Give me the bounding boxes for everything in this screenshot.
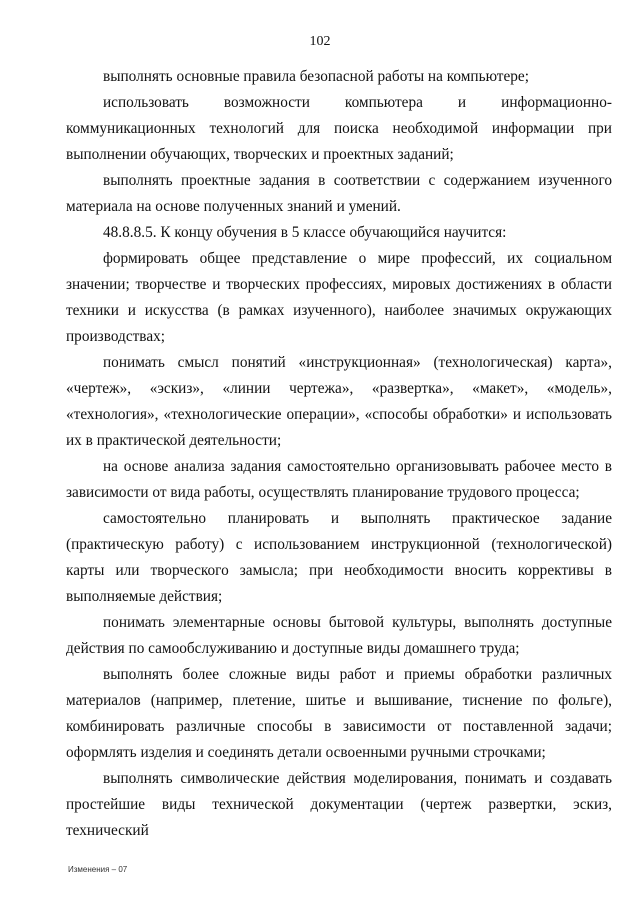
paragraph-workplace: на основе анализа задания самостоятельно организовывать рабочее место в зависимости от вида работы, осуществлять планирование трудового процесса; — [66, 458, 612, 501]
paragraph-project-tasks: выполнять проектные задания в соответствии с содержанием изученного материала на основе полученных знаний и умений. — [66, 172, 612, 215]
section-heading-48-8-8-5: 48.8.8.5. К концу обучения в 5 классе обучающийся научится: — [103, 224, 507, 241]
paragraph-professions: формировать общее представление о мире профессий, их социальном значении; творчестве и творческих профессиях, мировых достижениях в области техники и искусства (в рамках изученного), наиболее значимых окружающих производствах; — [66, 250, 612, 345]
page-number: 102 — [309, 34, 331, 49]
document-body — [66, 64, 612, 844]
paragraph-safety-rules: выполнять основные правила безопасной работы на компьютере; — [103, 68, 529, 85]
paragraph-ict-usage: использовать возможности компьютера и информационно-коммуникационных технологий для поиска необходимой информации при выполнении обучающих, творческих и проектных заданий; — [66, 94, 612, 163]
paragraph-planning: самостоятельно планировать и выполнять практическое задание (практическую работу) с использованием инструкционной (технологической) карты или творческого замысла; при необходимости вносить коррективы в выполняемые действия; — [66, 510, 612, 605]
paragraph-concepts: понимать смысл понятий «инструкционная» (технологическая) карта», «чертеж», «эскиз», «линии чертежа», «развертка», «макет», «модель», «технология», «технологические операции», «способы обработки» и использовать их в практической деятельности; — [66, 354, 612, 449]
paragraph-complex-work: выполнять более сложные виды работ и приемы обработки различных материалов (например, плетение, шитье и вышивание, тиснение по фольге), комбинировать различные способы в зависимости от поставленной задачи; оформлять изделия и соединять детали освоенными ручными строчками; — [66, 666, 612, 761]
paragraph-household: понимать элементарные основы бытовой культуры, выполнять доступные действия по самообслуживанию и доступные виды домашнего труда; — [66, 614, 612, 657]
footer-changes-note: Изменения – 07 — [68, 865, 128, 874]
paragraph-modeling: выполнять символические действия моделирования, понимать и создавать простейшие виды технической документации (чертеж развертки, эскиз, технический — [66, 770, 612, 839]
